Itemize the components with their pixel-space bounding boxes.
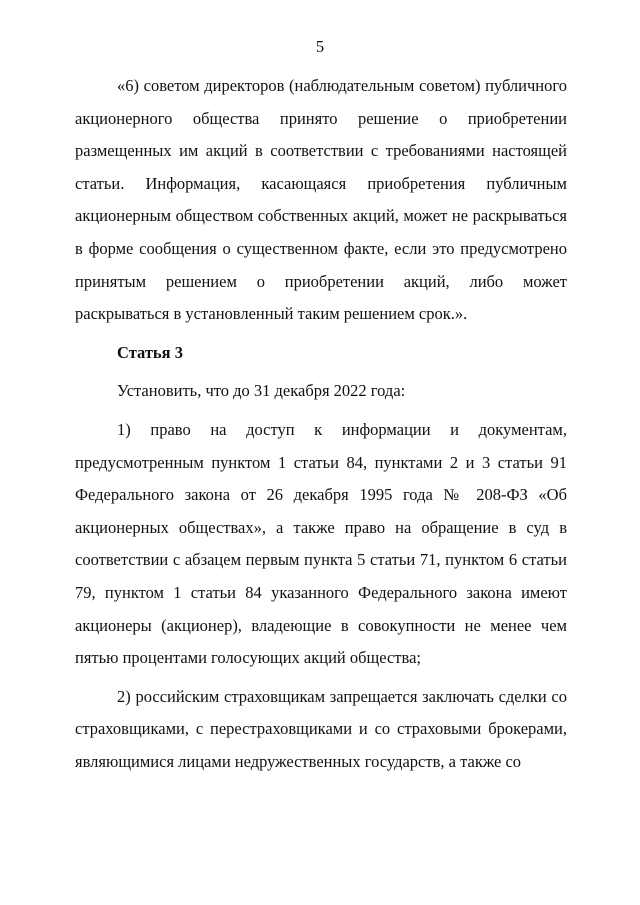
page-number: 5 <box>315 37 325 56</box>
paragraph-item-1: 1) право на доступ к информации и документам, предусмотренным пунктом 1 статьи 84, пунктами 2 и 3 статьи 91 Федерального закона от 26 декабря 1995 года № 208-ФЗ «Об акционерных обществах», а также право на обращение в суд в соответствии с абзацем первым пункта 5 статьи 71, пунктом 6 статьи 79, пунктом 1 статьи 84 указанного Федерального закона имеют акционеры (акционер), владеющие в совокупности не менее чем пятью процентами голосующих акций общества; <box>75 419 567 668</box>
paragraph-item-2: 2) российским страховщикам запрещается заключать сделки со страховщиками, с перестраховщиками и со страховыми брокерами, являющимися лицами недружественных государств, а также со <box>75 686 567 771</box>
paragraph-intro: Установить, что до 31 декабря 2022 года: <box>117 381 406 401</box>
paragraph-amendment: «6) советом директоров (наблюдательным советом) публичного акционерного общества принято решение о приобретении размещенных им акций в соответствии с требованиями настоящей статьи. Информация, касающаяся приобретения публичным акционерным обществом собственных акций, может не раскрываться в форме сообщения о существенном факте, если это предусмотрено принятым решением о приобретении акций, либо может раскрываться в установленный таким решением срок.». <box>75 76 567 324</box>
document-body <box>75 70 567 778</box>
article-heading: Статья 3 <box>117 342 183 362</box>
